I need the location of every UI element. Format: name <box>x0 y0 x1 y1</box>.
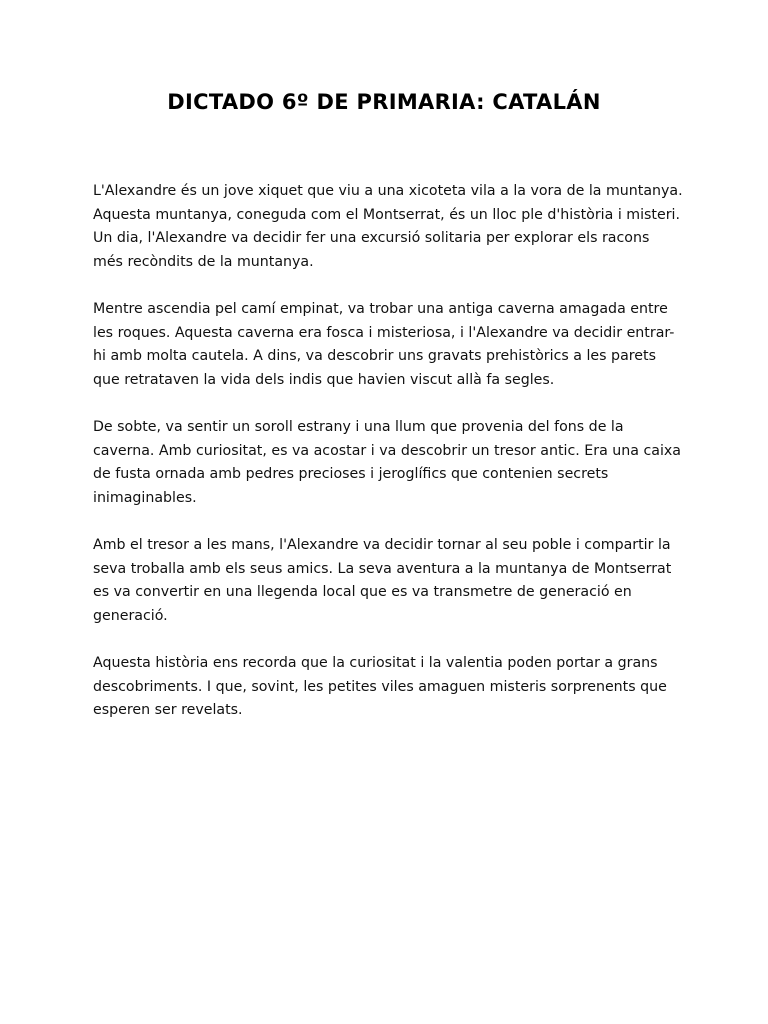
document-body <box>93 180 683 747</box>
paragraph-1: L'Alexandre és un jove xiquet que viu a una xicoteta vila a la vora de la muntanya. Aquesta muntanya, coneguda com el Montserrat, és un lloc ple d'història i misteri. Un dia, l'Alexandre va decidir fer una excursió solitaria per explorar els racons més recòndits de la muntanya. <box>93 183 683 270</box>
paragraph-5: Aquesta història ens recorda que la curiositat i la valentia poden portar a grans descobriments. I que, sovint, les petites viles amaguen misteris sorprenents que esperen ser revelats. <box>93 655 667 718</box>
paragraph-2: Mentre ascendia pel camí empinat, va trobar una antiga caverna amagada entre les roques. Aquesta caverna era fosca i misteriosa, i l'Alexandre va decidir entrar-hi amb molta cautela. A dins, va descobrir uns gravats prehistòrics a les parets que retrataven la vida dels indis que havien viscut allà fa segles. <box>93 301 675 388</box>
paragraph-4: Amb el tresor a les mans, l'Alexandre va decidir tornar al seu poble i compartir la seva troballa amb els seus amics. La seva aventura a la muntanya de Montserrat es va convertir en una llegenda local que es va transmetre de generació en generació. <box>93 537 672 624</box>
paragraph-3: De sobte, va sentir un soroll estrany i una llum que provenia del fons de la caverna. Amb curiositat, es va acostar i va descobrir un tresor antic. Era una caixa de fusta ornada amb pedres precioses i jeroglífics que contenien secrets inimaginables. <box>93 419 681 506</box>
document-title: DICTADO 6º DE PRIMARIA: CATALÁN <box>167 90 601 114</box>
